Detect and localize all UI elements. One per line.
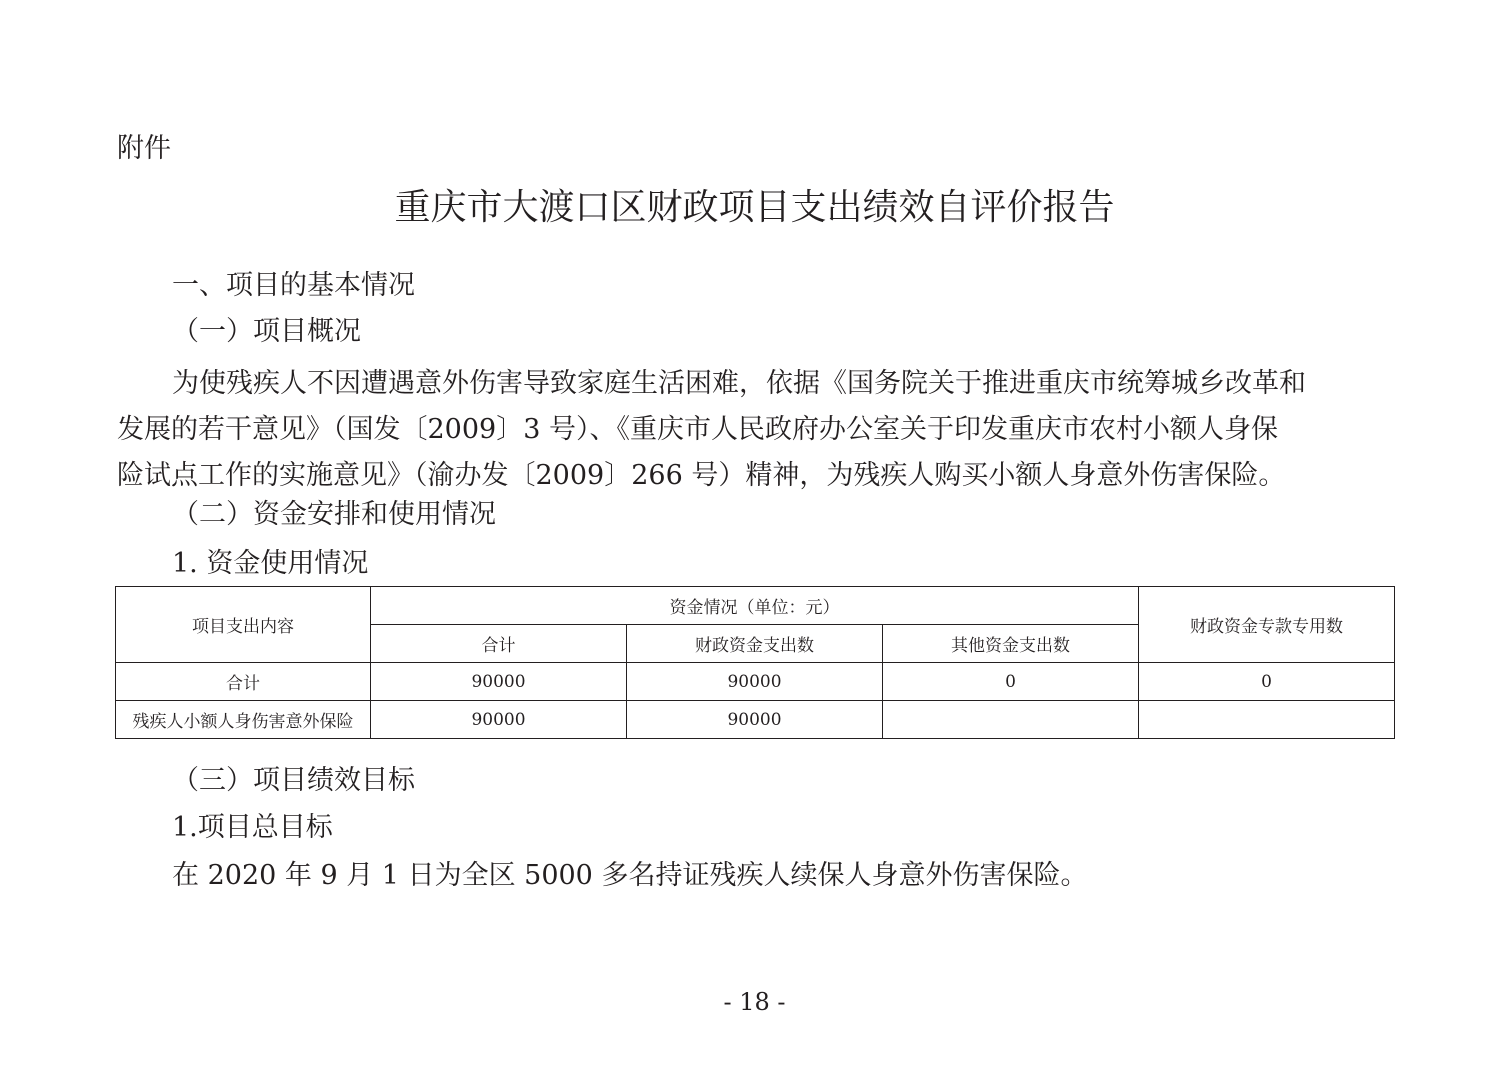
table-header-row — [116, 587, 1395, 625]
attachment-label: 附件 — [117, 133, 171, 164]
section-heading-overview: （一）项目概况 — [172, 316, 361, 347]
subheading-overall-goal: 1.项目总目标 — [172, 812, 333, 843]
header-other-expenditure: 其他资金支出数 — [883, 625, 1139, 663]
header-special-fund: 财政资金专款专用数 — [1139, 587, 1395, 663]
page-number: - 18 - — [723, 988, 786, 1016]
header-fiscal-expenditure: 财政资金支出数 — [627, 625, 883, 663]
overview-paragraph — [117, 361, 1397, 499]
header-funds-group: 资金情况（单位：元） — [371, 587, 1139, 625]
cell-item: 合计 — [116, 663, 371, 701]
overview-line: 发展的若干意见》（国发〔2009〕3 号）、《重庆市人民政府办公室关于印发重庆市农村小额人身保 — [117, 414, 1278, 445]
document-title: 重庆市大渡口区财政项目支出绩效自评价报告 — [394, 187, 1115, 228]
cell-total: 90000 — [371, 663, 627, 701]
overall-goal-text: 在 2020 年 9 月 1 日为全区 5000 多名持证残疾人续保人身意外伤害保险。 — [172, 860, 1088, 891]
cell-other: 0 — [883, 663, 1139, 701]
section-heading-basic-info: 一、项目的基本情况 — [172, 270, 415, 301]
cell-item: 残疾人小额人身伤害意外保险 — [116, 701, 371, 739]
table-row — [116, 663, 1395, 701]
cell-special: 0 — [1139, 663, 1395, 701]
table-row — [116, 701, 1395, 739]
subheading-funds-usage: 1. 资金使用情况 — [172, 548, 369, 579]
cell-total: 90000 — [371, 701, 627, 739]
section-heading-performance-goals: （三）项目绩效目标 — [172, 765, 415, 796]
header-item-content: 项目支出内容 — [116, 587, 371, 663]
header-total: 合计 — [371, 625, 627, 663]
overview-line: 险试点工作的实施意见》（渝办发〔2009〕266 号）精神，为残疾人购买小额人身意外伤害保险。 — [117, 460, 1286, 491]
cell-other — [883, 701, 1139, 739]
funds-usage-table — [115, 586, 1395, 739]
cell-special — [1139, 701, 1395, 739]
cell-fiscal: 90000 — [627, 663, 883, 701]
overview-line: 为使残疾人不因遭遇意外伤害导致家庭生活困难，依据《国务院关于推进重庆市统筹城乡改革和 — [172, 368, 1306, 399]
cell-fiscal: 90000 — [627, 701, 883, 739]
section-heading-funds: （二）资金安排和使用情况 — [172, 499, 496, 530]
